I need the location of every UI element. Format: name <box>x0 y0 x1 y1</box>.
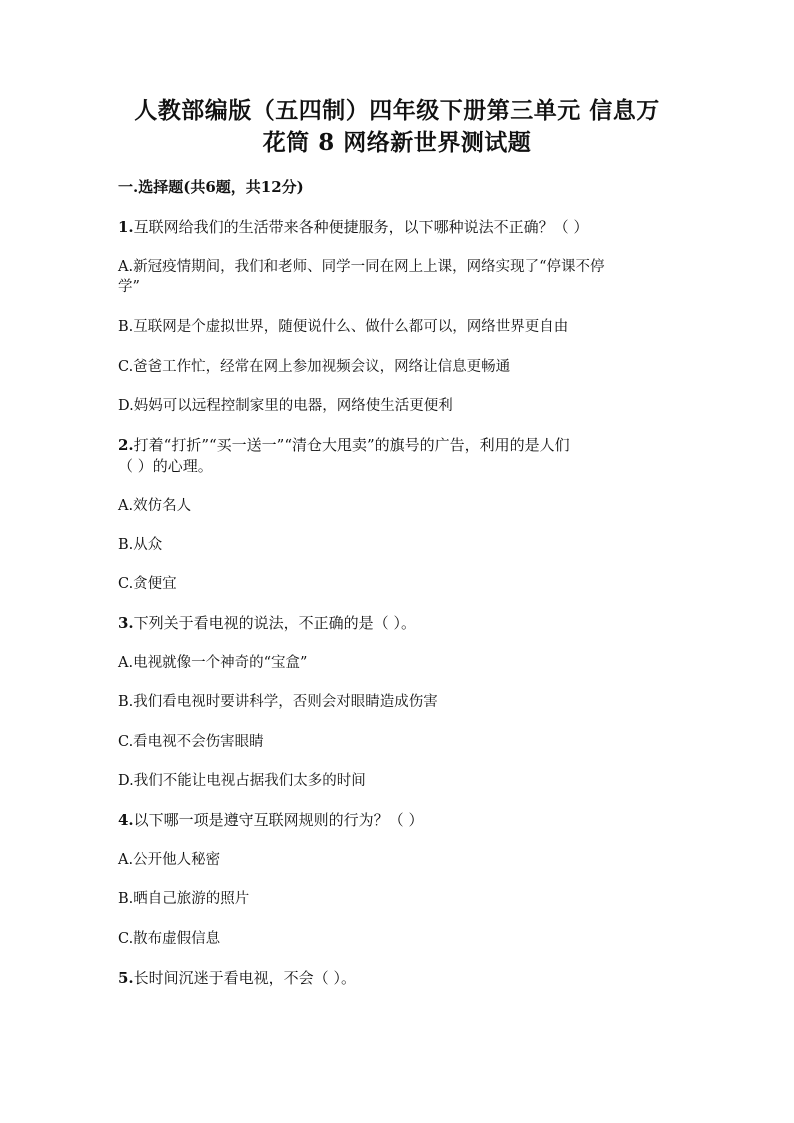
question-number: 5. <box>118 969 134 987</box>
question-1-option-a-line2: 学” <box>118 279 140 295</box>
question-4-option-c: C.散布虚假信息 <box>118 931 221 947</box>
question-1-option-a-line1: A.新冠疫情期间，我们和老师、同学一同在网上上课，网络实现了“停课不停 <box>118 259 605 275</box>
question-4-stem <box>118 810 678 830</box>
question-number: 3. <box>118 614 134 632</box>
question-4-option-a: A.公开他人秘密 <box>118 852 221 868</box>
question-3-option-c: C.看电视不会伤害眼睛 <box>118 734 264 750</box>
question-3-stem <box>118 613 678 633</box>
question-3-option-a: A.电视就像一个神奇的“宝盒” <box>118 655 308 671</box>
question-text: 长时间沉迷于看电视，不会（ ）。 <box>133 969 356 987</box>
question-2-stem-line2: （ ）的心理。 <box>118 457 213 475</box>
question-text: 下列关于看电视的说法，不正确的是（ ）。 <box>133 614 416 632</box>
document-title-line1: 人教部编版（五四制）四年级下册第三单元 信息万 <box>134 97 660 124</box>
question-2-stem <box>118 435 678 455</box>
question-1-option-b: B.互联网是个虚拟世界，随便说什么、做什么都可以，网络世界更自由 <box>118 319 569 335</box>
question-text: 以下哪一项是遵守互联网规则的行为？（ ） <box>133 811 424 829</box>
section-header: 一.选择题(共6题，共12分) <box>118 178 304 196</box>
question-3-option-b: B.我们看电视时要讲科学，否则会对眼睛造成伤害 <box>118 694 438 710</box>
document-title-line2: 花筒 8 网络新世界测试题 <box>262 129 532 156</box>
question-5-stem <box>118 968 678 988</box>
question-4-option-b: B.晒自己旅游的照片 <box>118 891 250 907</box>
question-text: 打着“打折”“买一送一”“清仓大甩卖”的旗号的广告，利用的是人们 <box>133 436 570 454</box>
question-number: 1. <box>118 218 134 236</box>
question-3-option-d: D.我们不能让电视占据我们太多的时间 <box>118 773 366 789</box>
question-1-option-c: C.爸爸工作忙，经常在网上参加视频会议，网络让信息更畅通 <box>118 359 511 375</box>
question-text: 互联网给我们的生活带来各种便捷服务，以下哪种说法不正确？（ ） <box>133 218 589 236</box>
question-number: 2. <box>118 436 134 454</box>
question-2-option-b: B.从众 <box>118 537 163 553</box>
question-number: 4. <box>118 811 134 829</box>
question-1-option-d: D.妈妈可以远程控制家里的电器，网络使生活更便利 <box>118 398 453 414</box>
question-2-option-c: C.贪便宜 <box>118 576 177 592</box>
question-1-stem <box>118 217 678 237</box>
question-2-option-a: A.效仿名人 <box>118 498 192 514</box>
